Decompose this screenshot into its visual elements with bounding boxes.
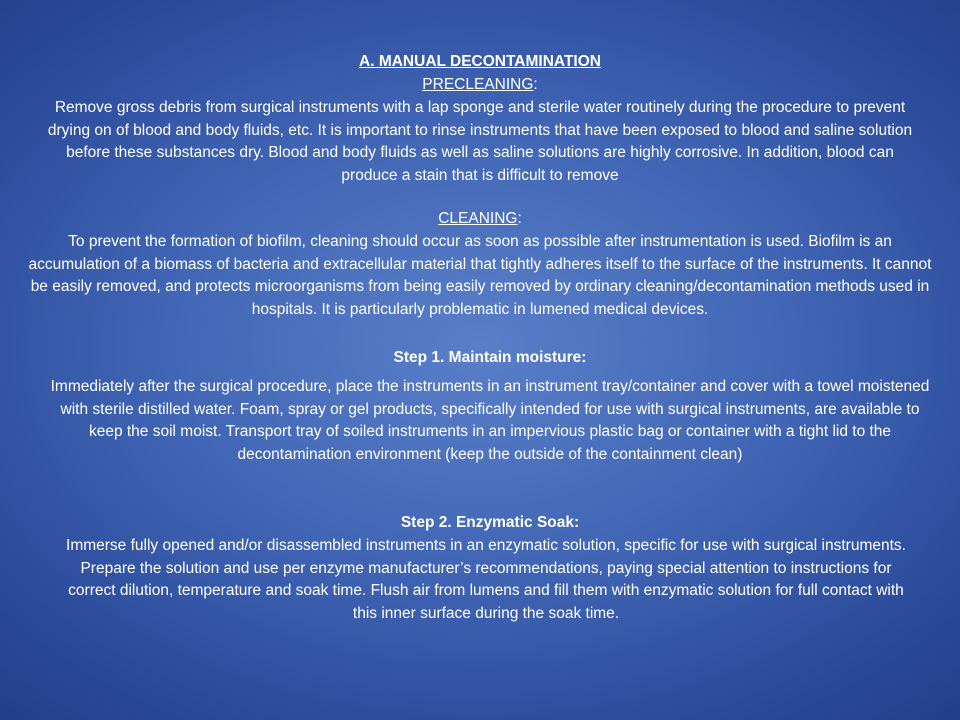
step1-heading: Step 1. Maintain moisture: xyxy=(393,349,587,366)
precleaning-heading xyxy=(0,74,960,97)
cleaning-body: To prevent the formation of biofilm, cleaning should occur as soon as possible after instrumentation is used. Biofilm is an accumulation of a biomass of bacteria and extracellular material that tightly adheres itself to the surface of the instruments. It cannot be easily removed, and protects microorganisms from being easily removed by ordinary cleaning/decontamination methods used in hospitals. It is particularly problematic in lumened medical devices. xyxy=(28,233,932,318)
step2-body: Immerse fully opened and/or disassembled instruments in an enzymatic solution, specific for use with surgical instruments. Prepare the solution and use per enzyme manufacturer’s recommendations, paying special attention to instructions for correct dilution, temperature and soak time. Flush air from lumens and fill them with enzymatic solution for full contact with this inner surface during the soak time. xyxy=(66,537,906,622)
cleaning-heading-colon: : xyxy=(517,210,522,227)
precleaning-body: Remove gross debris from surgical instruments with a lap sponge and sterile water routinely during the procedure to prevent drying on of blood and body fluids, etc. It is important to rinse instruments that have been exposed to blood and saline solution before these substances dry. Blood and body fluids as well as saline solutions are highly corrosive. In addition, blood can produce a stain that is difficult to remove xyxy=(47,99,913,184)
slide-title: A. MANUAL DECONTAMINATION xyxy=(359,53,601,70)
cleaning-heading-label: CLEANING xyxy=(438,210,518,227)
step2-heading: Step 2. Enzymatic Soak: xyxy=(400,514,580,531)
cleaning-heading xyxy=(0,208,960,231)
precleaning-heading-label: PRECLEANING xyxy=(422,76,534,93)
precleaning-heading-colon: : xyxy=(533,76,538,93)
step1-body: Immediately after the surgical procedure, place the instruments in an instrument tray/container and cover with a towel moistened with sterile distilled water. Foam, spray or gel products, specifically intended for use with surgical instruments, are available to keep the soil moist. Transport tray of soiled instruments in an impervious plastic bag or container with a tight lid to the decontamination environment (keep the outside of the containment clean) xyxy=(50,378,930,463)
